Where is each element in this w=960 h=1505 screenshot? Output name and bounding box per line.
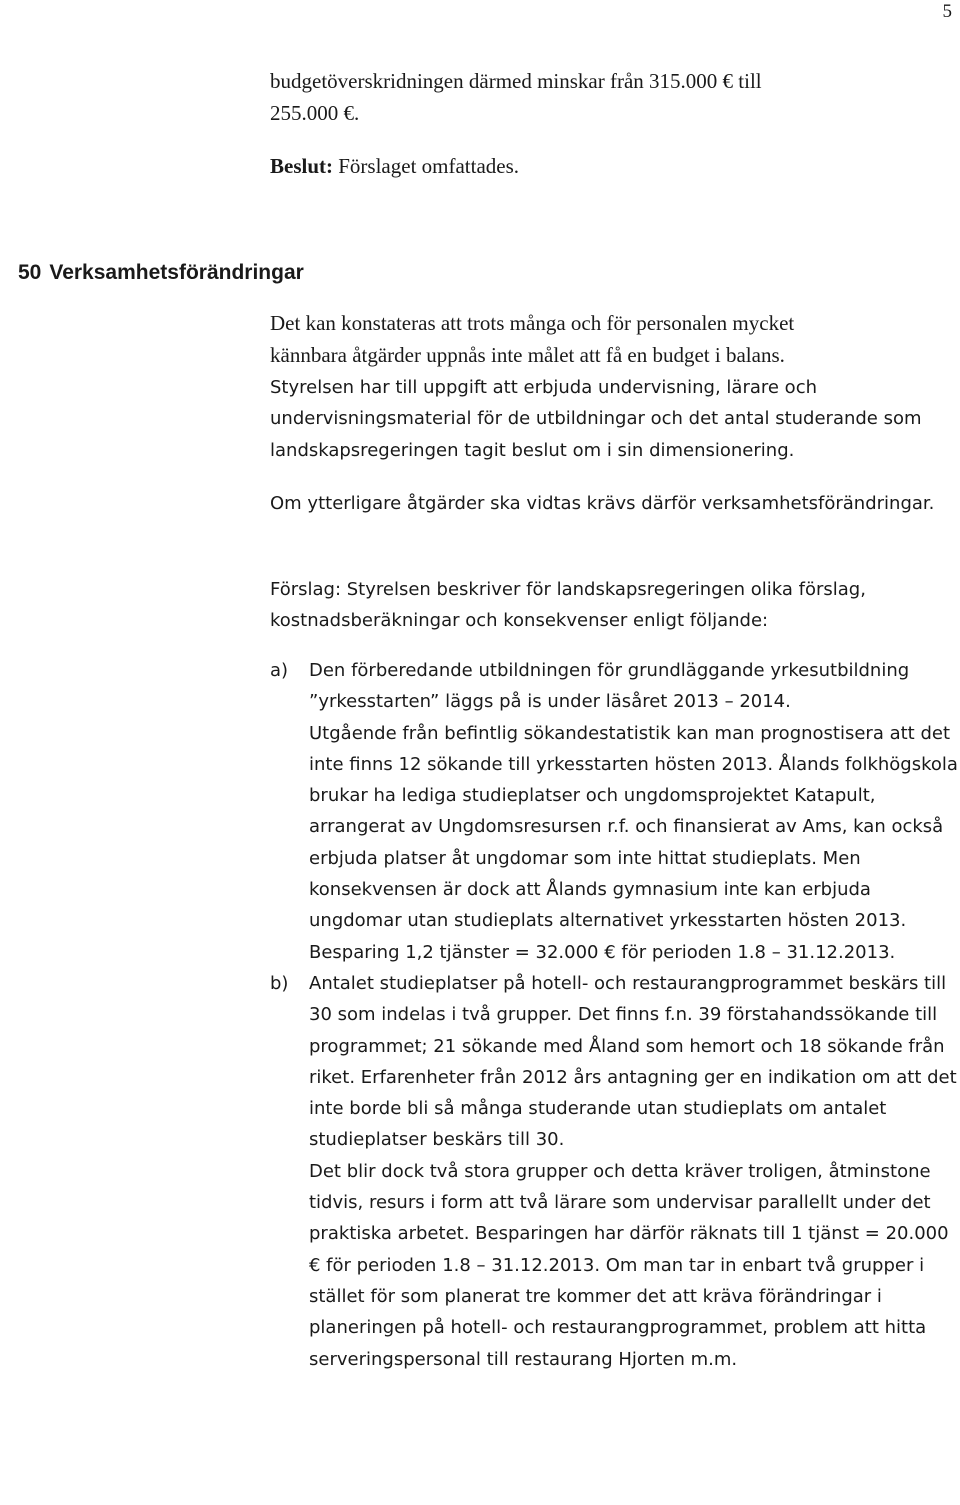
item-b-paragraph: Antalet studieplatser på hotell- och restaurangprogrammet beskärs till 30 som indelas i två grupper. Det finns f.n. 39 förstahandssökande till programmet; 21 sökande med Åland som hemort och 18 sökande från riket. Erfarenheter från 2012 års antagning ger en indikation om att det inte borde bli så många studerande utan studieplats om antalet studieplatser beskärs till 30. bbox=[309, 972, 957, 1151]
item-b-paragraph: Det blir dock två stora grupper och detta kräver troligen, åtminstone tidvis, resurs i form att två lärare som undervisar parallellt under det praktiska arbetet. Besparingen har därför räknats till 1 tjänst = 20.000 € för perioden 1.8 – 31.12.2013. Om man tar in enbart två grupper i stället för som planerat tre kommer det att kräva förändringar i planeringen på hotell- och restaurangprogrammet, problem att hitta serveringspersonal till restaurang Hjorten m.m. bbox=[309, 1160, 949, 1370]
list-item-a bbox=[270, 655, 960, 968]
section-p1-line-2: kännbara åtgärder uppnås inte målet att få en budget i balans. bbox=[270, 343, 785, 367]
proposal-list bbox=[270, 655, 960, 1375]
section-p1-rest bbox=[270, 372, 960, 466]
decision-label: Beslut: bbox=[270, 154, 333, 178]
section-heading bbox=[18, 259, 304, 287]
section-p1-line-1: Det kan konstateras att trots många och för personalen mycket bbox=[270, 311, 795, 335]
section-p2-text: Om ytterligare åtgärder ska vidtas krävs därför verksamhetsförändringar. bbox=[270, 493, 935, 514]
list-marker-b: b) bbox=[270, 972, 289, 994]
proposal-label: Förslag: bbox=[270, 579, 342, 600]
proposal-text: Styrelsen beskriver för landskapsregeringen olika förslag, kostnadsberäkningar och konsekvenser enligt följande: bbox=[270, 579, 866, 632]
list-item-b bbox=[270, 968, 960, 1375]
item-a-paragraph: Besparing 1,2 tjänster = 32.000 € för perioden 1.8 – 31.12.2013. bbox=[309, 941, 896, 963]
item-a-paragraph: Utgående från befintlig sökandestatistik kan man prognostisera att det inte finns 12 sökande till yrkesstarten hösten 2013. Ålands folkhögskola brukar ha lediga studieplatser och ungdomsprojektet Katapult, arrangerat av Ungdomsresursen r.f. och finansierat av Ams, kan också erbjuda platser åt ungdomar som inte hittat studieplats. Men konsekvensen är dock att Ålands gymnasium inte kan erbjuda ungdomar utan studieplats alternativet yrkesstarten hösten 2013. bbox=[309, 722, 958, 932]
section-number: 50 bbox=[18, 261, 42, 284]
intro-line-2: 255.000 €. bbox=[270, 101, 360, 125]
intro-line-1: budgetöverskridningen därmed minskar från 315.000 € till bbox=[270, 69, 762, 93]
section-p2 bbox=[270, 488, 960, 519]
list-marker-a: a) bbox=[270, 660, 289, 681]
section-p1-rest-text: Styrelsen har till uppgift att erbjuda undervisning, lärare och undervisningsmaterial för de utbildningar och det antal studerande som landskapsregeringen tagit beslut om i sin dimensionering. bbox=[270, 377, 922, 461]
page-number: 5 bbox=[942, 1, 952, 22]
decision-text: Förslaget omfattades. bbox=[333, 154, 520, 178]
section-title: Verksamhetsförändringar bbox=[49, 261, 304, 284]
item-a-paragraph: Den förberedande utbildningen för grundläggande yrkesutbildning ”yrkesstarten” läggs på is under läsåret 2013 – 2014. bbox=[309, 660, 910, 713]
decision-paragraph bbox=[270, 154, 519, 179]
proposal-paragraph bbox=[270, 574, 960, 637]
